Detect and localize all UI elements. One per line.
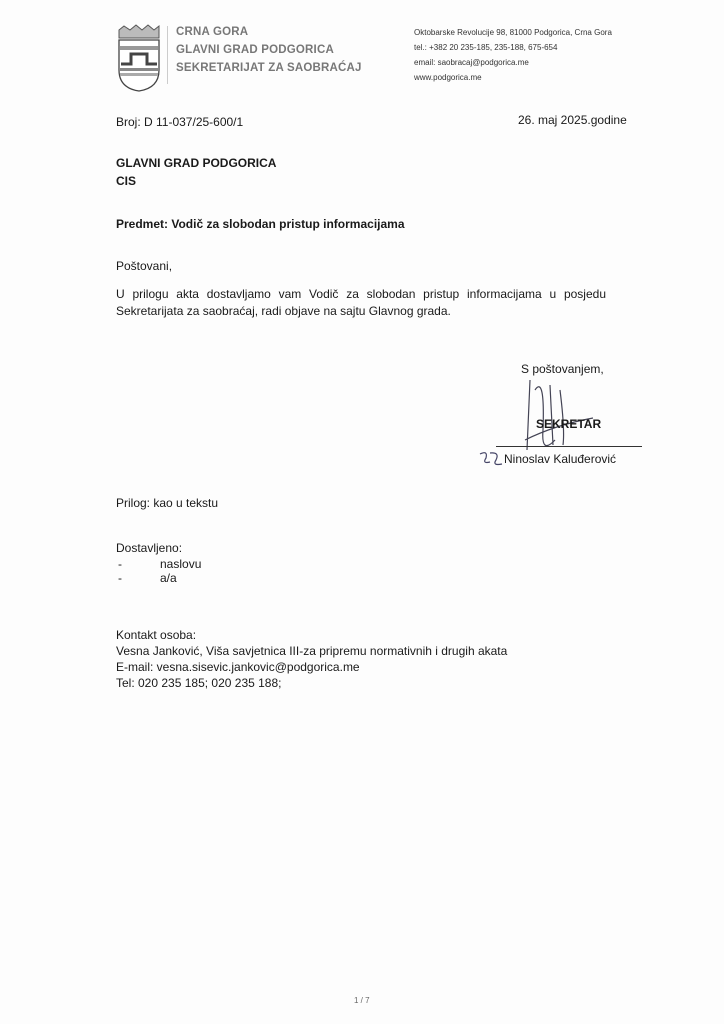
recipient-line-1: GLAVNI GRAD PODGORICA (116, 156, 277, 170)
header-address: Oktobarske Revolucije 98, 81000 Podgorica, Crna Gora (414, 28, 612, 37)
greeting: Poštovani, (116, 259, 173, 273)
body-paragraph: U prilogu akta dostavljamo vam Vodič za slobodan pristup informacijama u posjedu Sekretarijata za saobraćaj, radi objave na sajtu Glavnog grada. (116, 287, 606, 318)
recipient-line-2: CIS (116, 174, 137, 188)
reference-number: Broj: D 11-037/25-600/1 (116, 115, 244, 129)
delivered-label: Dostavljeno: (116, 541, 183, 555)
header-city: GLAVNI GRAD PODGORICA (176, 44, 334, 56)
delivered-item: a/a (160, 571, 177, 585)
delivered-dash: - (118, 557, 122, 571)
initials-mark (478, 450, 504, 468)
subject-label: Predmet: (116, 217, 169, 231)
contact-phone: Tel: 020 235 185; 020 235 188; (116, 676, 282, 690)
subject-text: Vodič za slobodan pristup informacijama (171, 217, 405, 231)
closing-regards: S poštovanjem, (521, 362, 604, 376)
coat-of-arms-logo (116, 24, 162, 92)
header-phone: tel.: +382 20 235-185, 235-188, 675-654 (414, 43, 558, 52)
signatory-name: Ninoslav Kaluđerović (504, 452, 617, 466)
header-country: CRNA GORA (176, 26, 249, 38)
header-secretariat: SEKRETARIJAT ZA SAOBRAĆAJ (176, 62, 362, 74)
header-website: www.podgorica.me (414, 73, 482, 82)
header-divider (167, 26, 168, 84)
contact-email: E-mail: vesna.sisevic.jankovic@podgorica.me (116, 660, 360, 674)
page-number: 1 / 7 (354, 996, 370, 1005)
signature-line (496, 446, 642, 447)
header-email: email: saobracaj@podgorica.me (414, 58, 529, 67)
subject (116, 217, 405, 231)
document-date: 26. maj 2025.godine (518, 113, 627, 127)
delivered-item: naslovu (160, 557, 202, 571)
contact-label: Kontakt osoba: (116, 628, 197, 642)
attachment-note: Prilog: kao u tekstu (116, 496, 219, 510)
delivered-dash: - (118, 571, 122, 585)
contact-name: Vesna Janković, Viša savjetnica III-za pripremu normativnih i drugih akata (116, 644, 508, 658)
signatory-title: SEKRETAR (536, 417, 602, 431)
